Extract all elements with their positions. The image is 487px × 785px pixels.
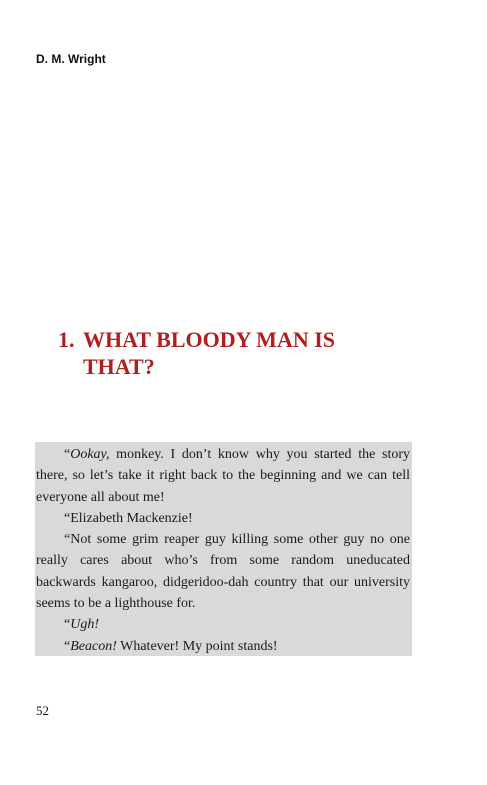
italic-word: Beacon! bbox=[70, 638, 117, 654]
italic-word: Ookay, bbox=[70, 447, 110, 462]
page-number: 52 bbox=[36, 703, 49, 718]
highlighted-excerpt bbox=[35, 442, 412, 656]
running-header-author: D. M. Wright bbox=[36, 52, 106, 66]
paragraph-5 bbox=[36, 636, 410, 657]
open-quote: “ bbox=[64, 638, 71, 654]
paragraph-4 bbox=[36, 614, 410, 635]
paragraph-text: monkey. I don’t know why you started the story there, so let’s take it right back to the beginning and we can tell everyone all about me! bbox=[36, 447, 410, 505]
chapter-number: 1. bbox=[58, 327, 75, 352]
paragraph-3: “Not some grim reaper guy killing some other guy no one really cares about who’s from some random uneducated backwards kangaroo, didgeridoo-dah country that our university seems to be a lighthouse for. bbox=[36, 532, 410, 612]
paragraph-1 bbox=[36, 444, 410, 508]
open-quote: “ bbox=[64, 447, 71, 462]
chapter-title bbox=[58, 326, 418, 380]
chapter-title-line-2: THAT? bbox=[83, 354, 155, 379]
open-quote: “ bbox=[64, 617, 71, 633]
chapter-title-line-1: WHAT BLOODY MAN IS bbox=[83, 327, 336, 352]
paragraph-2: “Elizabeth Mackenzie! bbox=[64, 510, 193, 526]
paragraph-text: Whatever! My point stands! bbox=[116, 638, 278, 654]
italic-word: Ugh! bbox=[70, 617, 99, 633]
